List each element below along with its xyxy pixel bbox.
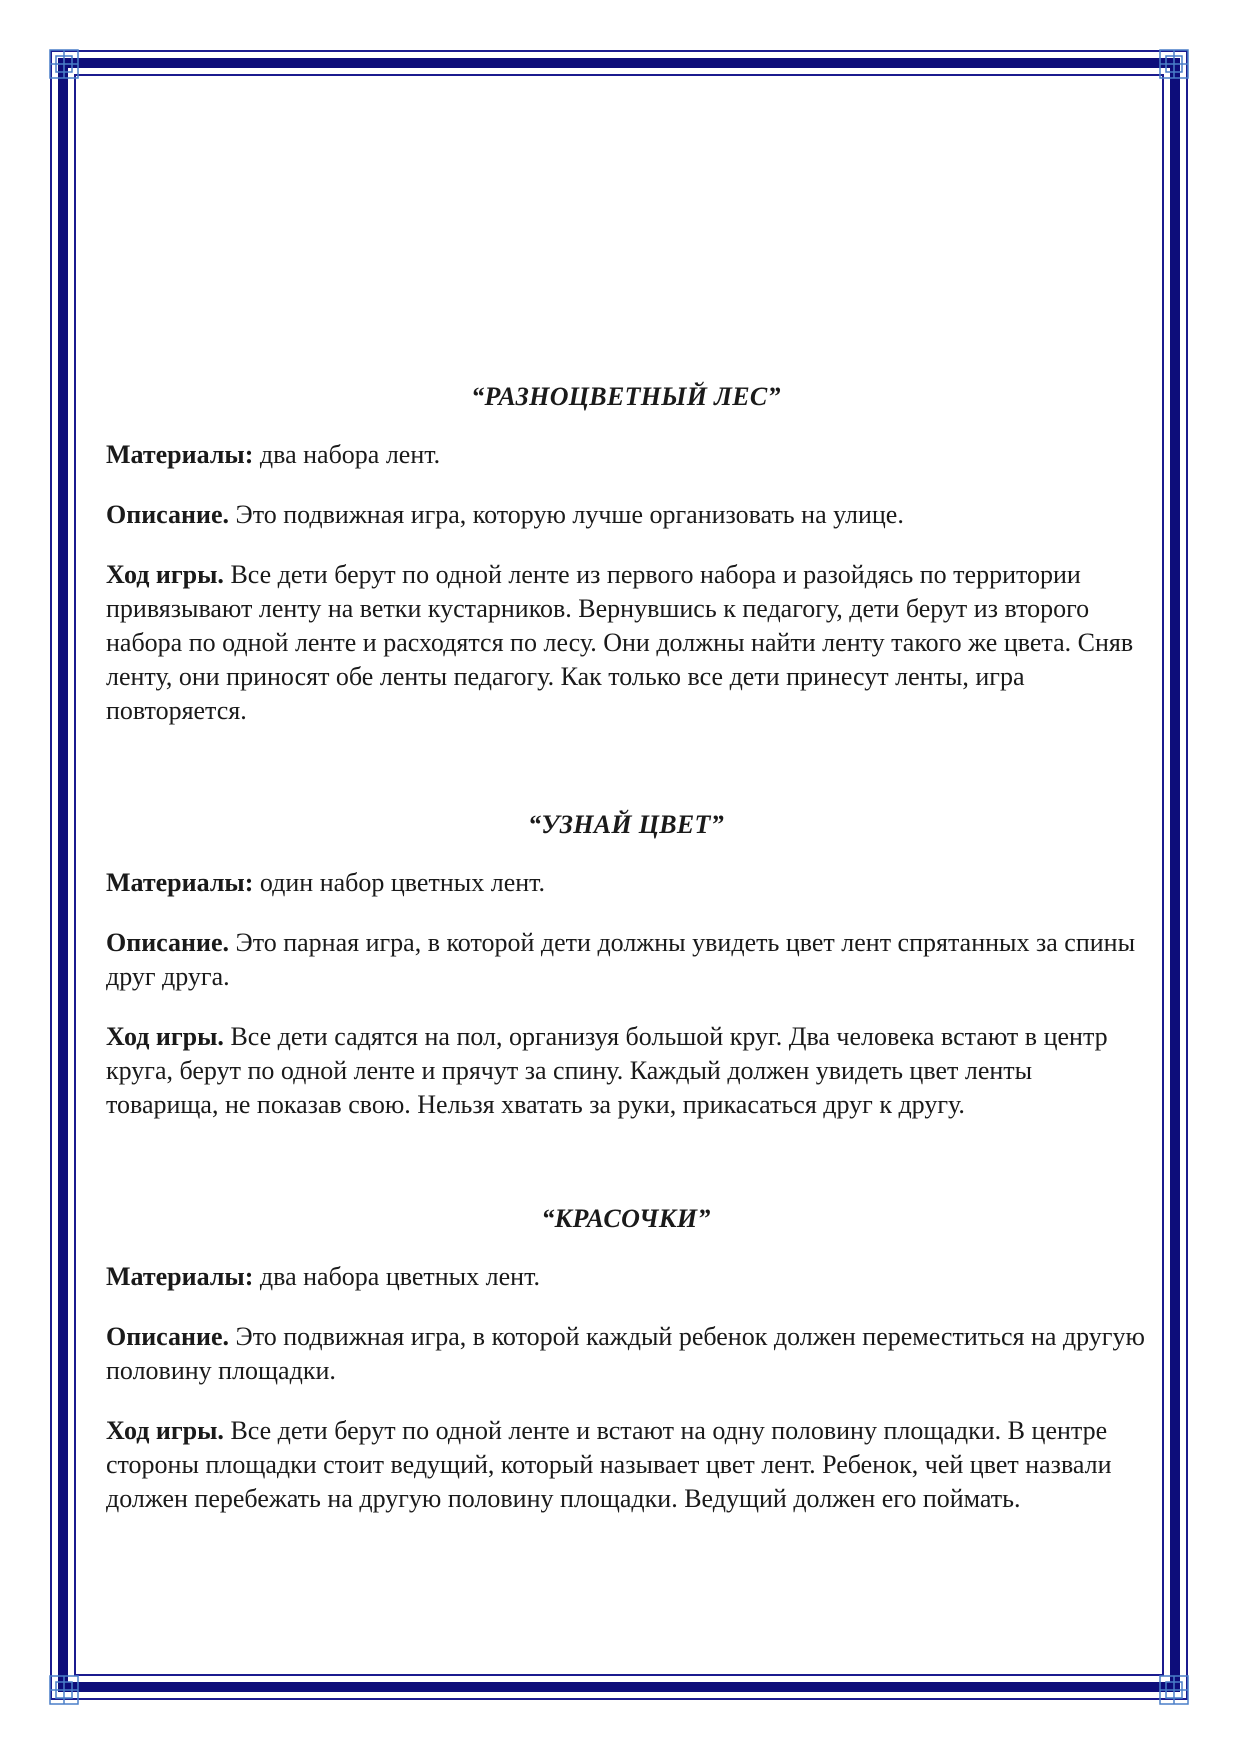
corner-ornament-top-right bbox=[1158, 48, 1190, 80]
description-label: Описание. bbox=[106, 1322, 230, 1351]
document-body bbox=[106, 380, 1146, 1542]
game-section-krasochki bbox=[106, 1202, 1146, 1516]
materials-text: два набора лент. bbox=[253, 440, 441, 469]
description-text: Это подвижная игра, в которой каждый ребенок должен переместиться на другую половину площадки. bbox=[106, 1322, 1145, 1385]
gameplay-text: Все дети берут по одной ленте и встают на одну половину площадки. В центре стороны площадки стоит ведущий, который называет цвет лент. Ребенок, чей цвет назвали должен перебежать на другую половину площадки. Ведущий должен его поймать. bbox=[106, 1416, 1112, 1513]
game-section-raznotsvetny-les bbox=[106, 380, 1146, 728]
materials-label: Материалы: bbox=[106, 868, 254, 897]
corner-ornament-bottom-right bbox=[1158, 1674, 1190, 1706]
description-label: Описание. bbox=[106, 928, 230, 957]
gameplay-label: Ход игры. bbox=[106, 1022, 224, 1051]
description-paragraph bbox=[106, 498, 1146, 532]
corner-ornament-top-left bbox=[48, 48, 80, 80]
gameplay-paragraph bbox=[106, 1414, 1146, 1516]
game-title: “КРАСОЧКИ” bbox=[541, 1204, 711, 1233]
materials-paragraph bbox=[106, 438, 1146, 472]
gameplay-label: Ход игры. bbox=[106, 1416, 224, 1445]
game-title: “РАЗНОЦВЕТНЫЙ ЛЕС” bbox=[471, 382, 781, 411]
game-section-uznai-tsvet bbox=[106, 808, 1146, 1122]
gameplay-text: Все дети берут по одной ленте из первого набора и разойдясь по территории привязывают ленту на ветки кустарников. Вернувшись к педагогу, дети берут из второго набора по одной ленте и расходятся по лесу. Они должны найти ленту такого же цвета. Сняв ленту, они приносят обе ленты педагогу. Как только все дети принесут ленты, игра повторяется. bbox=[106, 560, 1134, 725]
gameplay-paragraph bbox=[106, 1020, 1146, 1122]
game-title: “УЗНАЙ ЦВЕТ” bbox=[528, 810, 724, 839]
gameplay-label: Ход игры. bbox=[106, 560, 224, 589]
description-label: Описание. bbox=[106, 500, 230, 529]
materials-text: один набор цветных лент. bbox=[253, 868, 546, 897]
gameplay-paragraph bbox=[106, 558, 1146, 728]
description-paragraph bbox=[106, 1320, 1146, 1388]
materials-paragraph bbox=[106, 1260, 1146, 1294]
gameplay-text: Все дети садятся на пол, организуя большой круг. Два человека встают в центр круга, берут по одной ленте и прячут за спину. Каждый должен увидеть цвет ленты товарища, не показав свою. Нельзя хватать за руки, прикасаться друг к другу. bbox=[106, 1022, 1108, 1119]
description-paragraph bbox=[106, 926, 1146, 994]
materials-label: Материалы: bbox=[106, 440, 254, 469]
corner-ornament-bottom-left bbox=[48, 1674, 80, 1706]
description-text: Это парная игра, в которой дети должны увидеть цвет лент спрятанных за спины друг друга. bbox=[106, 928, 1136, 991]
materials-text: два набора цветных лент. bbox=[253, 1262, 540, 1291]
materials-label: Материалы: bbox=[106, 1262, 254, 1291]
description-text: Это подвижная игра, которую лучше организовать на улице. bbox=[229, 500, 904, 529]
materials-paragraph bbox=[106, 866, 1146, 900]
